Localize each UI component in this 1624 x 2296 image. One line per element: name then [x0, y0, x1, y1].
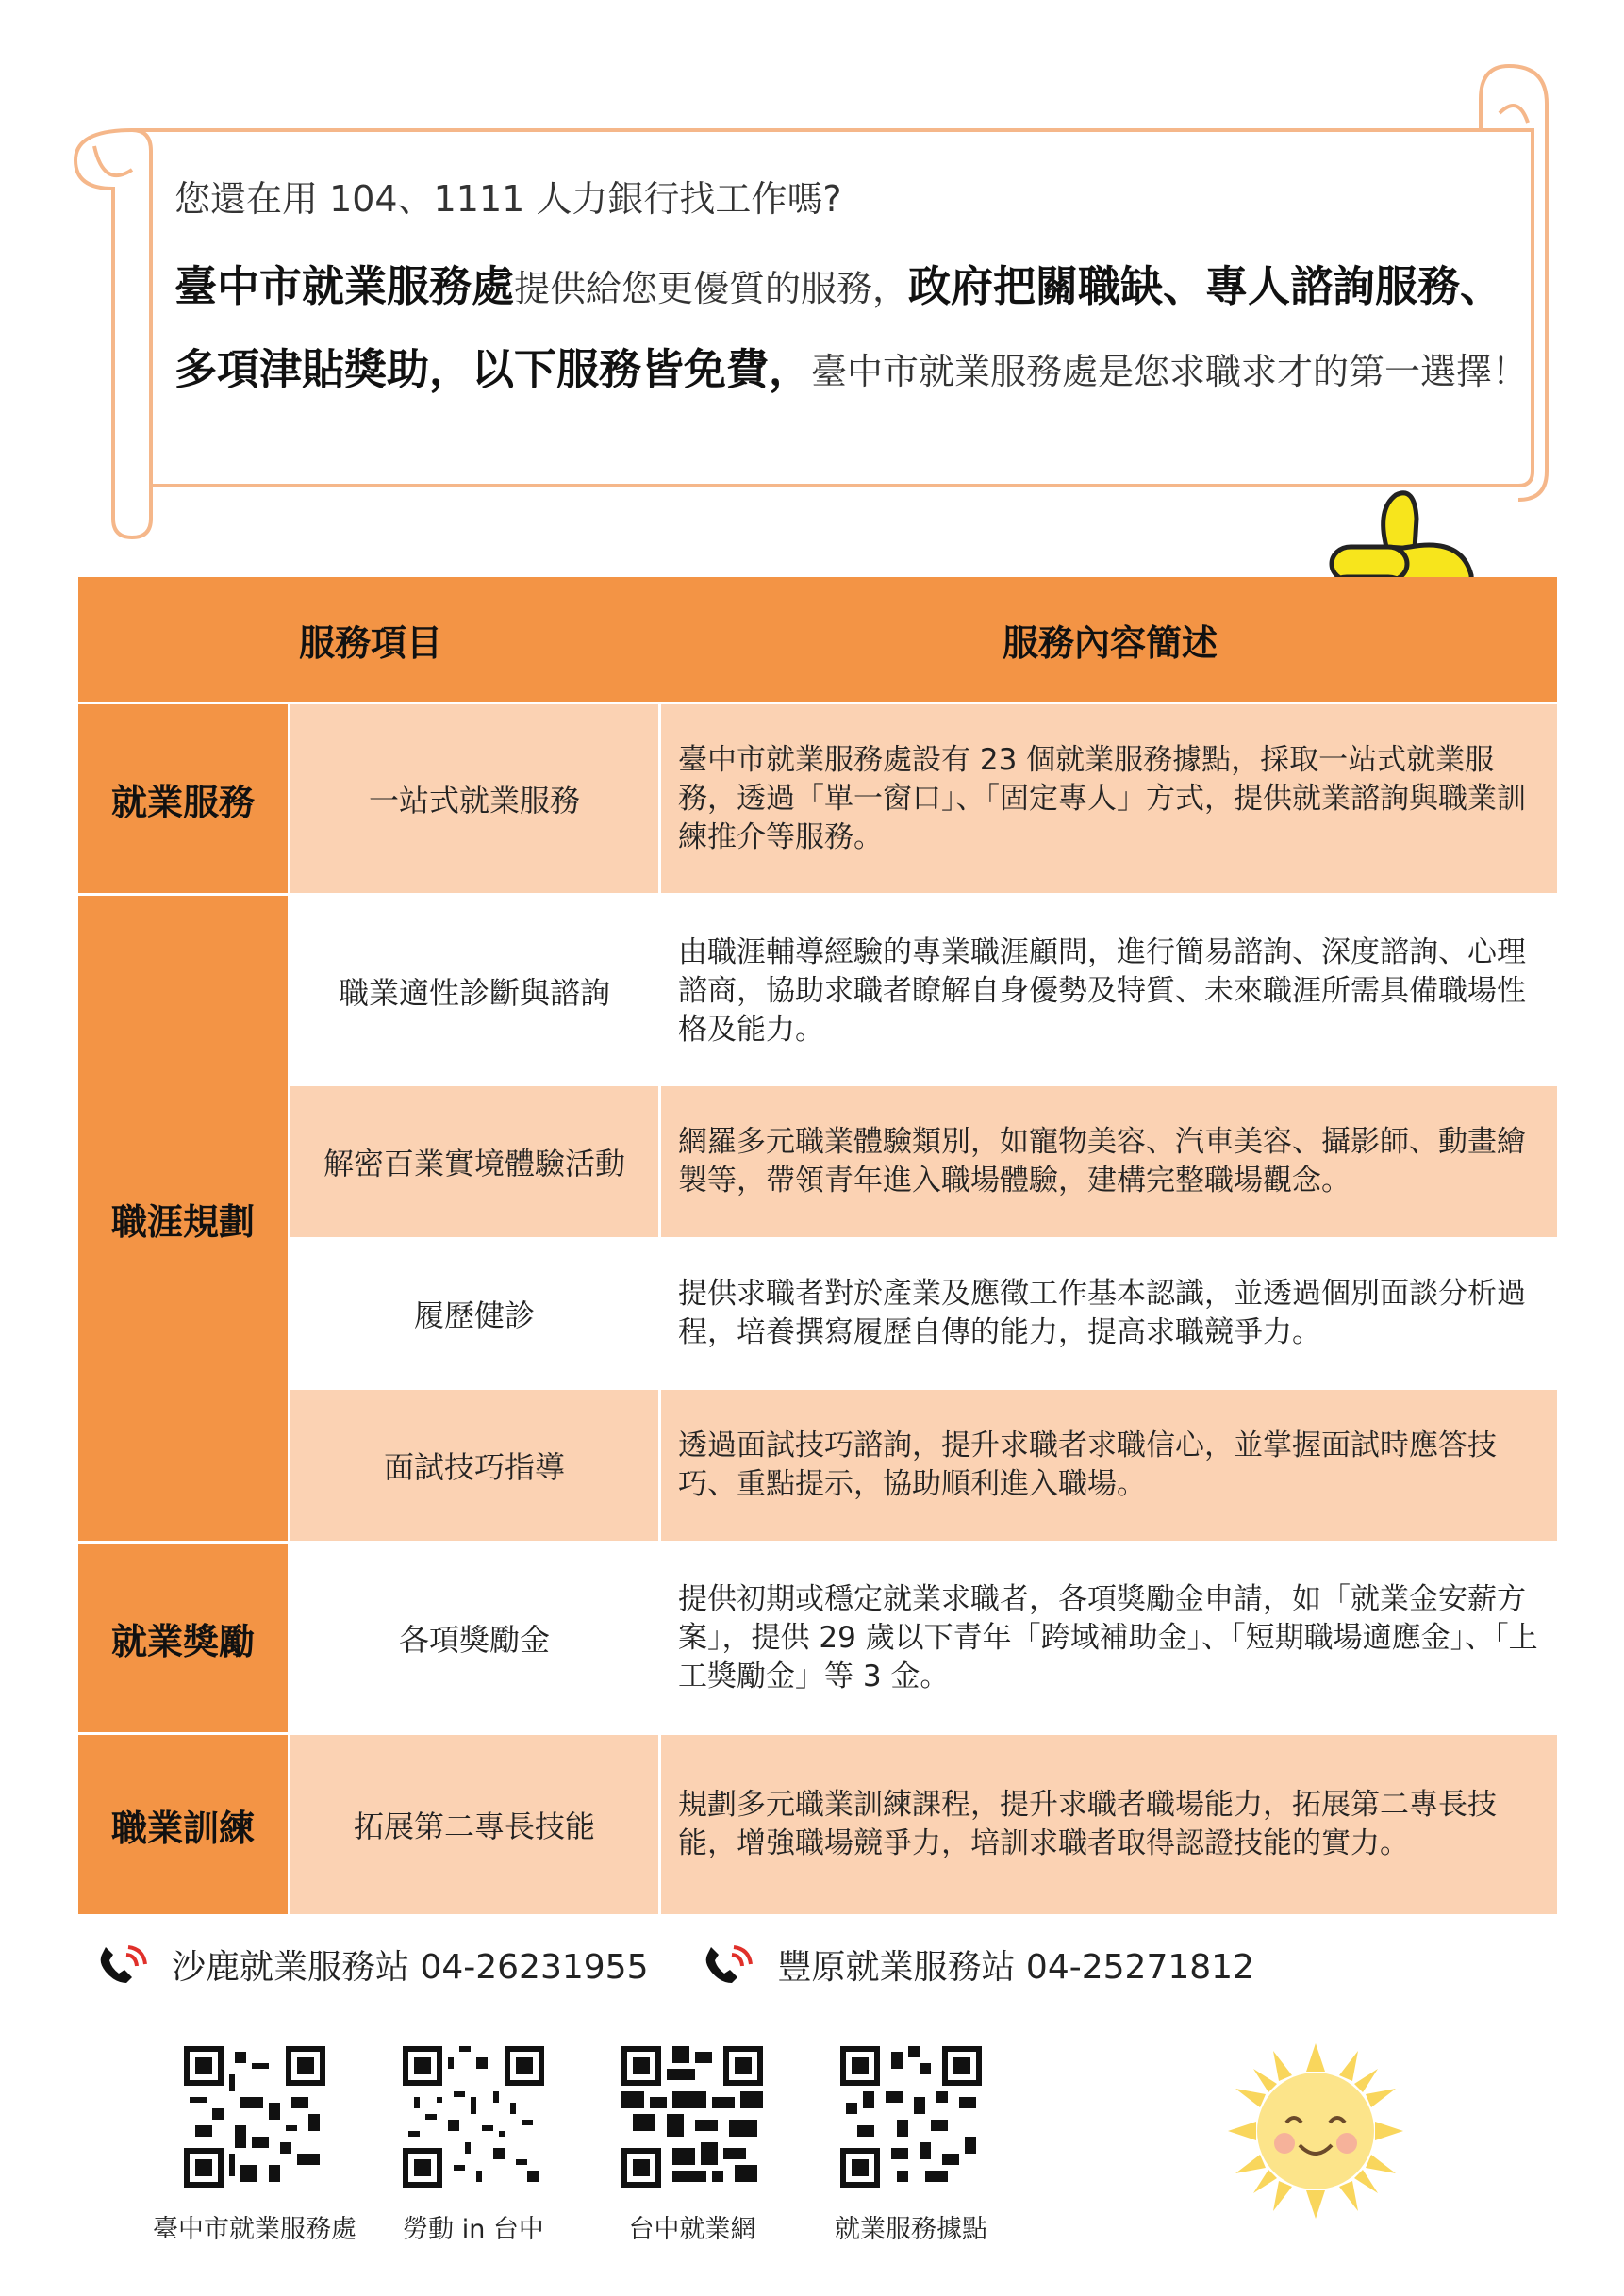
- service-name: 一站式就業服務: [290, 704, 661, 893]
- qr-item-locations[interactable]: [807, 2046, 1015, 2245]
- table-row: [290, 1735, 1557, 1914]
- qr-code-row: [151, 2046, 1026, 2245]
- service-name: 履歷健診: [290, 1237, 661, 1390]
- table-row: [290, 1544, 1557, 1732]
- service-name: 各項獎勵金: [290, 1544, 661, 1732]
- table-row: [290, 1086, 1557, 1237]
- intro-bold-office: 臺中市就業服務處: [174, 261, 515, 311]
- intro-text: [174, 174, 1542, 412]
- contact-label: 沙鹿就業服務站 04-26231955: [172, 1948, 649, 1987]
- contact-shalu: [94, 1941, 648, 1989]
- table-row: [290, 896, 1557, 1086]
- category-label: 職涯規劃: [78, 896, 290, 1541]
- service-name: 職業適性診斷與諮詢: [290, 896, 661, 1086]
- service-desc: 臺中市就業服務處設有 23 個就業服務據點，採取一站式就業服務，透過「單一窗口」、「固定專人」方式，提供就業諮詢與職業訓練推介等服務。: [678, 742, 1526, 854]
- category-label: 就業獎勵: [78, 1544, 290, 1732]
- service-name: 面試技巧指導: [290, 1390, 661, 1541]
- qr-item-labor[interactable]: [370, 2046, 577, 2245]
- service-desc: 網羅多元職業體驗類別，如寵物美容、汽車美容、攝影師、動畫繪製等，帶領青年進入職場體驗，建構完整職場觀念。: [678, 1125, 1526, 1198]
- group-employment-reward: [78, 1541, 1557, 1732]
- qr-label: 就業服務據點: [835, 2215, 987, 2244]
- intro-text-1: 提供給您更優質的服務，: [514, 268, 909, 309]
- table-row: [290, 1237, 1557, 1390]
- group-vocational-training: [78, 1732, 1557, 1914]
- qr-label: 臺中市就業服務處: [153, 2215, 356, 2244]
- service-desc: 規劃多元職業訓練課程，提升求職者職場能力，拓展第二專長技能，增強職場競爭力，培訓求職者取得認證技能的實力。: [678, 1788, 1497, 1860]
- table-row: [290, 704, 1557, 893]
- qr-label: 勞動 in 台中: [403, 2215, 544, 2244]
- qr-code-icon[interactable]: [621, 2046, 763, 2188]
- service-desc: 提供求職者對於產業及應徵工作基本認識，並透過個別面談分析過程，培養撰寫履歷自傳的能力，提高求職競爭力。: [678, 1277, 1526, 1349]
- table-row: [290, 1390, 1557, 1541]
- qr-item-jobnet[interactable]: [588, 2046, 796, 2245]
- intro-text-2: 臺中市就業服務處是您求職求才的第一選擇！: [811, 351, 1529, 392]
- phone-icon: [700, 1941, 760, 1989]
- qr-code-icon[interactable]: [184, 2046, 325, 2188]
- services-table: [78, 577, 1557, 1914]
- header-service-item: 服務項目: [298, 621, 442, 664]
- qr-code-icon[interactable]: [840, 2046, 982, 2188]
- group-employment-service: [78, 702, 1557, 893]
- phone-icon: [94, 1941, 155, 1989]
- header-service-desc: 服務內容簡述: [1002, 621, 1218, 664]
- group-career-planning: [78, 893, 1557, 1541]
- intro-question: 您還在用 104、1111 人力銀行找工作嗎?: [174, 178, 842, 220]
- service-name: 拓展第二專長技能: [290, 1735, 661, 1914]
- sun-icon: [1226, 2041, 1405, 2221]
- contact-fengyuan: [700, 1941, 1253, 1989]
- service-desc: 由職涯輔導經驗的專業職涯顧問，進行簡易諮詢、深度諮詢、心理諮商，協助求職者瞭解自身優勢及特質、未來職涯所需具備職場性格及能力。: [678, 934, 1526, 1047]
- intro-paragraph: [174, 246, 1542, 412]
- table-header: [78, 577, 1557, 702]
- contact-list: [94, 1941, 1415, 1989]
- category-label: 就業服務: [78, 704, 290, 893]
- qr-item-office[interactable]: [151, 2046, 358, 2245]
- service-desc: 透過面試技巧諮詢，提升求職者求職信心，並掌握面試時應答技巧、重點提示，協助順利進入職場。: [678, 1429, 1497, 1501]
- qr-label: 台中就業網: [628, 2215, 756, 2244]
- service-name: 解密百業實境體驗活動: [290, 1086, 661, 1237]
- service-desc: 提供初期或穩定就業求職者，各項獎勵金申請，如「就業金安薪方案」，提供 29 歲以下青年「跨域補助金」、「短期職場適應金」、「上工獎勵金」等 3 金。: [678, 1581, 1538, 1693]
- category-label: 職業訓練: [78, 1735, 290, 1914]
- qr-code-icon[interactable]: [403, 2046, 544, 2188]
- contact-label: 豐原就業服務站 04-25271812: [777, 1948, 1254, 1987]
- intro-bold-services: 政府把關職缺、專人諮詢服務、多項津貼獎助，以下服務皆免費，: [174, 261, 1503, 394]
